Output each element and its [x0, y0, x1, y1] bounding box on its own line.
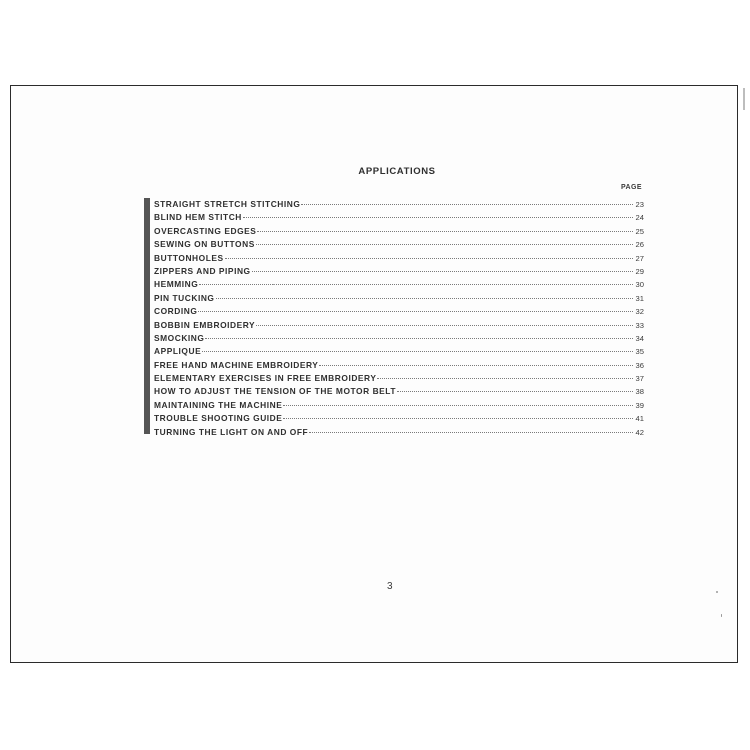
toc-leader-dots — [256, 324, 633, 326]
toc-leader-dots — [283, 417, 633, 419]
toc-entry-page: 23 — [635, 200, 644, 209]
table-of-contents — [144, 198, 644, 437]
toc-entry-page: 27 — [635, 253, 644, 263]
toc-entry-label: PIN TUCKING — [154, 292, 215, 303]
toc-leader-dots — [252, 270, 633, 272]
toc-entry-label: ELEMENTARY EXERCISES IN FREE EMBROIDERY — [154, 373, 377, 384]
toc-entry-page: 25 — [635, 226, 644, 236]
toc-leader-dots — [309, 431, 633, 433]
toc-leader-dots — [397, 390, 633, 392]
toc-entry-label: STRAIGHT STRETCH STITCHING — [154, 199, 301, 209]
toc-leader-dots — [257, 230, 633, 232]
toc-leader-dots — [243, 216, 633, 218]
toc-entry-page: 39 — [635, 400, 644, 410]
toc-entry — [154, 399, 644, 412]
toc-entry-label: SMOCKING — [154, 332, 205, 343]
toc-entry — [154, 319, 644, 332]
toc-entry-label: TURNING THE LIGHT ON AND OFF — [154, 426, 309, 437]
toc-entry-label: ZIPPERS AND PIPING — [154, 265, 251, 276]
toc-entry-page: 31 — [635, 293, 644, 303]
toc-entry — [154, 252, 644, 265]
toc-entry-label: MAINTAINING THE MACHINE — [154, 399, 283, 410]
toc-entry — [154, 198, 644, 211]
toc-entry — [154, 278, 644, 291]
toc-entry-page: 26 — [635, 240, 644, 250]
toc-entry-page: 33 — [635, 320, 644, 330]
toc-leader-dots — [256, 243, 633, 245]
toc-entry — [154, 412, 644, 425]
toc-side-bar — [144, 198, 150, 434]
toc-entry-page: 37 — [635, 374, 644, 384]
toc-entry-label: APPLIQUE — [154, 346, 202, 357]
toc-entry — [154, 359, 644, 372]
toc-entry-label: BOBBIN EMBROIDERY — [154, 319, 256, 330]
toc-leader-dots — [283, 404, 633, 406]
toc-leader-dots — [319, 364, 633, 366]
toc-entry-label: FREE HAND MACHINE EMBROIDERY — [154, 359, 319, 370]
toc-entry-label: CORDING — [154, 306, 198, 317]
toc-leader-dots — [202, 350, 633, 352]
toc-leader-dots — [198, 310, 633, 312]
toc-entry — [154, 265, 644, 278]
toc-entry-page: 34 — [635, 333, 644, 343]
toc-leader-dots — [205, 337, 633, 339]
toc-entry — [154, 305, 644, 318]
toc-entry — [154, 238, 644, 251]
toc-entry-page: 24 — [635, 213, 644, 223]
toc-entry-page: 36 — [635, 360, 644, 370]
toc-entry — [154, 385, 644, 398]
toc-entry — [154, 345, 644, 358]
toc-entry-page: 41 — [635, 414, 644, 424]
toc-leader-dots — [225, 257, 633, 259]
page-number: 3 — [387, 581, 393, 592]
toc-leader-dots — [301, 203, 633, 205]
toc-entry-page: 30 — [635, 280, 644, 290]
scan-speck — [716, 591, 718, 593]
toc-entry-page: 29 — [635, 266, 644, 276]
toc-entry-page: 38 — [635, 387, 644, 397]
page-column-header: PAGE — [621, 184, 642, 191]
toc-entry-label: BLIND HEM STITCH — [154, 212, 242, 223]
toc-entry-label: OVERCASTING EDGES — [154, 225, 257, 236]
toc-entry — [154, 292, 644, 305]
page-title: APPLICATIONS — [358, 166, 436, 177]
toc-leader-dots — [377, 377, 633, 379]
scan-speck — [273, 284, 275, 285]
toc-entry-label: TROUBLE SHOOTING GUIDE — [154, 413, 283, 424]
toc-entry-label: HOW TO ADJUST THE TENSION OF THE MOTOR BELT — [154, 386, 397, 397]
scan-speck — [721, 614, 722, 617]
toc-entry-page: 35 — [635, 347, 644, 357]
toc-list — [154, 198, 644, 439]
scan-edge-mark — [743, 88, 745, 110]
toc-entry-label: HEMMING — [154, 279, 199, 290]
toc-entry — [154, 225, 644, 238]
toc-entry — [154, 332, 644, 345]
toc-entry-page: 32 — [635, 307, 644, 317]
toc-entry — [154, 426, 644, 439]
toc-leader-dots — [216, 297, 634, 299]
toc-entry-label: SEWING ON BUTTONS — [154, 239, 255, 250]
toc-leader-dots — [199, 283, 633, 285]
toc-entry — [154, 372, 644, 385]
scanned-page — [10, 85, 738, 663]
toc-entry — [154, 211, 644, 224]
toc-entry-label: BUTTONHOLES — [154, 252, 224, 263]
toc-entry-page: 42 — [635, 427, 644, 437]
